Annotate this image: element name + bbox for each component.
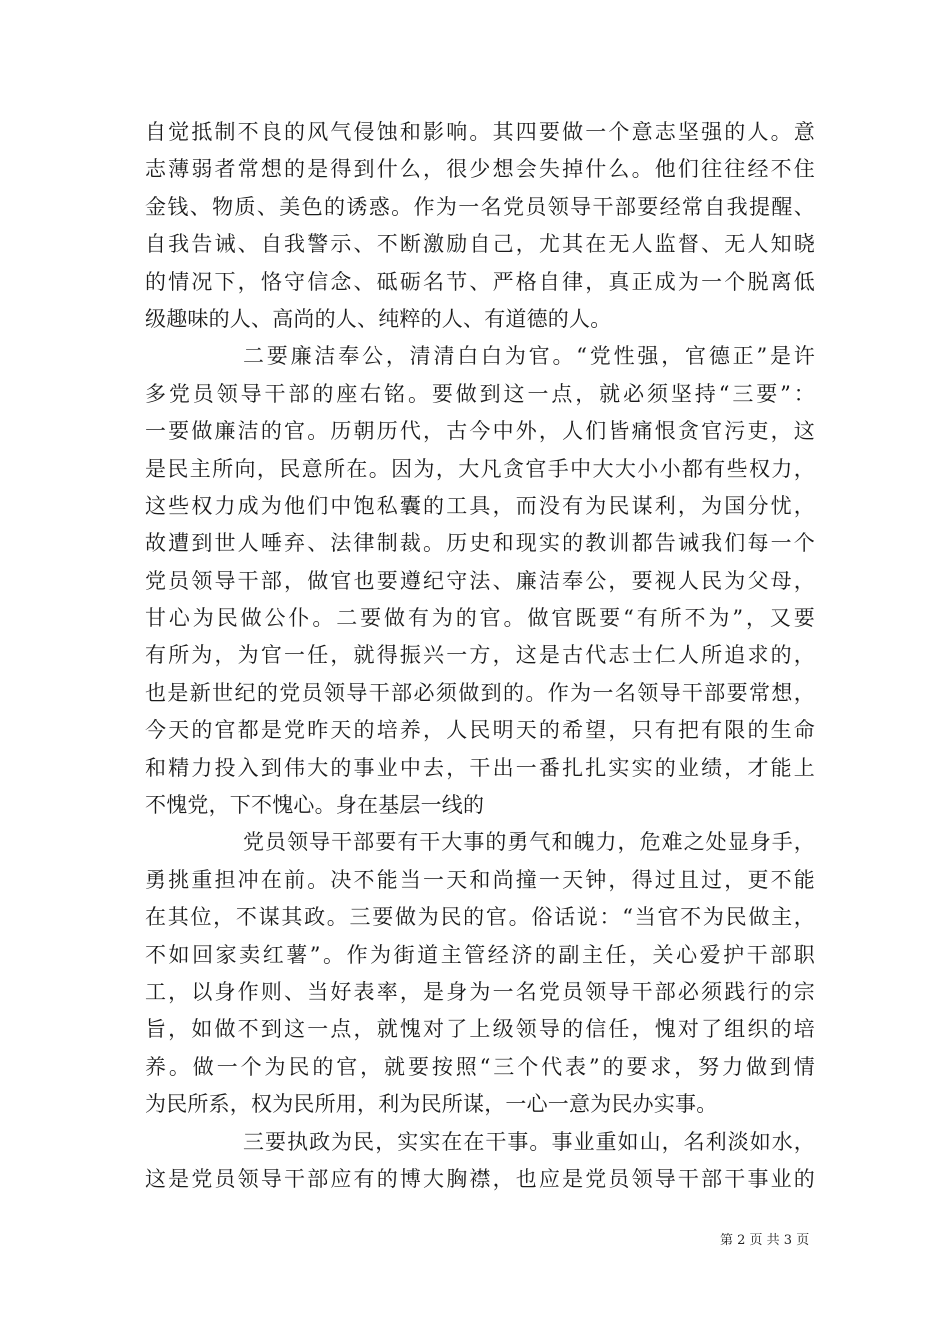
text-line: 党员领导干部要有干大事的勇气和魄力，危难之处显身手， [243, 830, 815, 855]
text-line: 为民所系，权为民所用，利为民所谋，一心一意为民办实事。 [145, 1092, 718, 1117]
text-line: 一要做廉洁的官。历朝历代，古今中外，人们皆痛恨贪官污吏，这 [145, 419, 815, 444]
text-line: 党员领导干部，做官也要遵纪守法、廉洁奉公，要视人民为父母， [145, 568, 815, 593]
document-body [145, 114, 815, 1198]
page-number-footer: 第 2 页 共 3 页 [720, 1233, 810, 1248]
text-line: 金钱、物质、美色的诱惑。作为一名党员领导干部要经常自我提醒、 [145, 194, 815, 219]
text-line: 多党员领导干部的座右铭。要做到这一点，就必须坚持“三要”： [145, 381, 815, 406]
text-line: 今天的官都是党昨天的培养，人民明天的希望，只有把有限的生命 [145, 718, 815, 743]
text-line: 自我告诫、自我警示、不断激励自己，尤其在无人监督、无人知晓 [145, 232, 815, 257]
text-line: 工，以身作则、当好表率，是身为一名党员领导干部必须践行的宗 [145, 979, 815, 1004]
text-line: 三要执政为民，实实在在干事。事业重如山，名利淡如水， [243, 1129, 815, 1154]
text-line: 的情况下，恪守信念、砥砺名节、严格自律，真正成为一个脱离低 [145, 269, 815, 294]
text-line: 甘心为民做公仆。二要做有为的官。做官既要“有所不为”，又要 [145, 606, 815, 631]
text-line: 这是党员领导干部应有的博大胸襟，也应是党员领导干部干事业的 [145, 1166, 815, 1191]
text-line: 和精力投入到伟大的事业中去，干出一番扎扎实实的业绩，才能上 [145, 755, 815, 780]
text-line: 自觉抵制不良的风气侵蚀和影响。其四要做一个意志坚强的人。意 [145, 120, 815, 144]
text-line: 级趣味的人、高尚的人、纯粹的人、有道德的人。 [145, 306, 612, 331]
text-line: 这些权力成为他们中饱私囊的工具，而没有为民谋利，为国分忧， [145, 493, 815, 518]
text-line: 在其位，不谋其政。三要做为民的官。俗话说：“当官不为民做主， [145, 905, 815, 930]
text-line: 故遭到世人唾弃、法律制裁。历史和现实的教训都告诫我们每一个 [145, 531, 815, 556]
text-line: 养。做一个为民的官，就要按照“三个代表”的要求，努力做到情 [145, 1054, 815, 1079]
text-line: 也是新世纪的党员领导干部必须做到的。作为一名领导干部要常想， [145, 680, 815, 705]
text-line: 志薄弱者常想的是得到什么，很少想会失掉什么。他们往往经不住 [145, 157, 815, 182]
text-line: 勇挑重担冲在前。决不能当一天和尚撞一天钟，得过且过，更不能 [145, 867, 815, 892]
text-line: 不愧党，下不愧心。身在基层一线的 [145, 793, 485, 818]
text-line: 二要廉洁奉公，清清白白为官。“党性强，官德正”是许 [243, 344, 815, 369]
text-line: 有所为，为官一任，就得振兴一方，这是古代志士仁人所追求的， [145, 643, 815, 668]
text-line: 不如回家卖红薯”。作为街道主管经济的副主任，关心爱护干部职 [145, 942, 815, 967]
text-line: 旨，如做不到这一点，就愧对了上级领导的信任，愧对了组织的培 [145, 1017, 815, 1042]
text-line: 是民主所向，民意所在。因为，大凡贪官手中大大小小都有些权力， [145, 456, 815, 481]
